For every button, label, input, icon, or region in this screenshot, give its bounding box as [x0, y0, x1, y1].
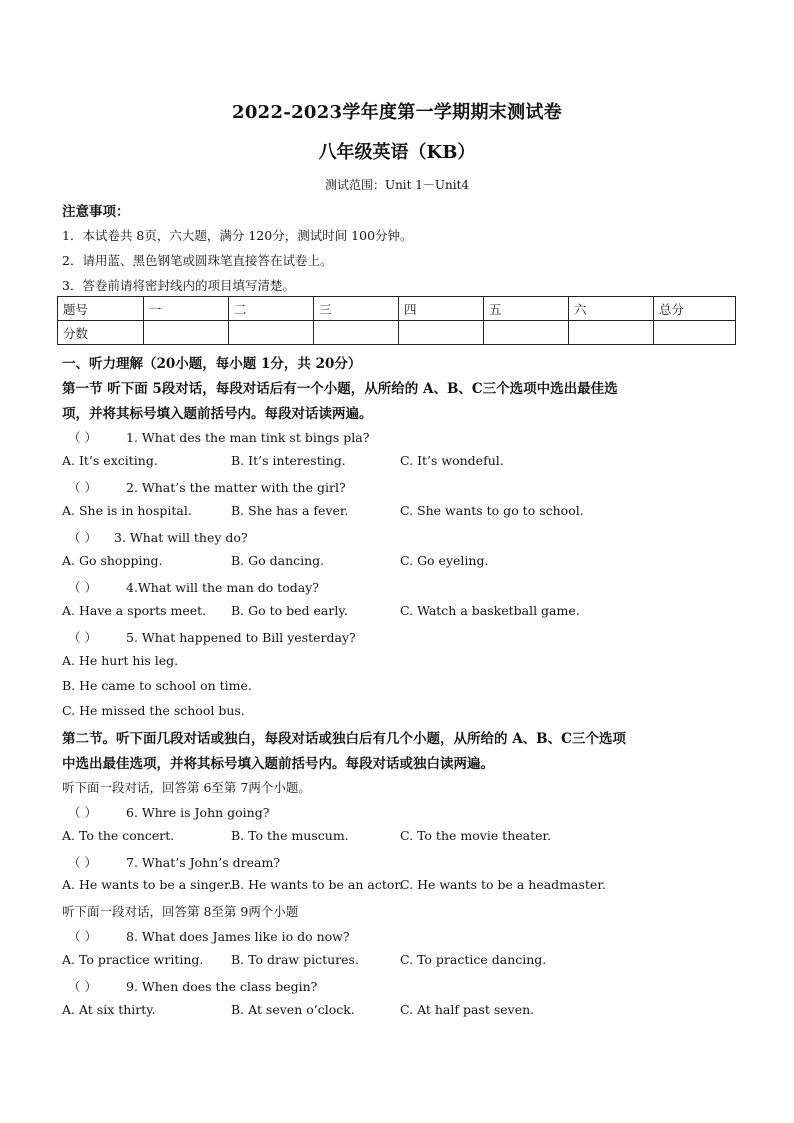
question-5 [68, 628, 356, 646]
exam-title: 2022-2023学年度第一学期期末测试卷 [232, 102, 562, 123]
option-b: B. It’s interesting. [231, 453, 346, 468]
score-input-cell[interactable] [569, 321, 654, 345]
question-9 [68, 977, 317, 995]
part2-instruction-2: 中选出最佳选项，并将其标号填入题前括号内。每段对话或独白读两遍。 [62, 756, 494, 772]
part1-instruction-2: 项，并将其标号填入题前括号内。每段对话读两遍。 [62, 406, 373, 422]
part2-instruction-1: 第二节。听下面几段对话或独白，每段对话或独白后有几个小题，从所给的 A、B、C三个选项 [62, 731, 626, 747]
answer-bracket[interactable]: （ ） [68, 480, 97, 495]
option-c: C. He wants to be a headmaster. [400, 877, 606, 892]
question-text: 2. What’s the matter with the girl? [126, 480, 346, 495]
section-heading: 一、听力理解（20小题，每小题 1分，共 20分） [62, 356, 362, 372]
test-scope: 测试范围：Unit 1－Unit4 [324, 178, 470, 192]
exam-subtitle: 八年级英语（KB） [318, 142, 476, 163]
question-text: 9. When does the class begin? [126, 979, 318, 994]
answer-bracket[interactable]: （ ） [68, 580, 97, 595]
option-c: C. He missed the school bus. [62, 703, 245, 718]
option-c: C. To practice dancing. [400, 952, 547, 967]
option-a: A. Go shopping. [62, 553, 163, 568]
question-text: 6. Whre is John going? [126, 805, 270, 820]
question-3 [68, 528, 248, 546]
option-a: A. Have a sports meet. [62, 603, 207, 618]
answer-bracket[interactable]: （ ） [68, 630, 97, 645]
notes-heading: 注意事项： [62, 204, 130, 220]
option-b: B. To draw pictures. [231, 952, 359, 967]
question-7 [68, 853, 280, 871]
option-c: C. Watch a basketball game. [400, 603, 580, 618]
score-cell: 五 [484, 297, 569, 321]
score-input-cell[interactable] [654, 321, 736, 345]
question-8 [68, 927, 350, 945]
option-b: B. Go dancing. [231, 553, 325, 568]
score-cell: 二 [229, 297, 314, 321]
question-text: 3. What will they do? [114, 530, 248, 545]
score-cell: 总分 [654, 297, 736, 321]
dialogue-intro-8-9: 听下面一段对话，回答第 8至第 9两个小题 [62, 904, 299, 919]
option-b: B. Go to bed early. [231, 603, 348, 618]
answer-bracket[interactable]: （ ） [68, 430, 97, 445]
score-input-cell[interactable] [314, 321, 399, 345]
score-table [57, 296, 736, 345]
option-a: A. At six thirty. [62, 1002, 156, 1017]
answer-bracket[interactable]: （ ） [68, 530, 97, 545]
note-item-2: 2．请用蓝、黑色钢笔或圆珠笔直接答在试卷上。 [62, 253, 333, 268]
score-input-cell[interactable] [399, 321, 484, 345]
note-item-1: 1．本试卷共 8页，六大题，满分 120分，测试时间 100分钟。 [62, 228, 413, 243]
question-4 [68, 578, 319, 596]
option-c: C. Go eyeling. [400, 553, 489, 568]
score-cell: 分数 [58, 321, 144, 345]
option-c: C. She wants to go to school. [400, 503, 584, 518]
option-b: B. She has a fever. [231, 503, 349, 518]
score-input-cell[interactable] [484, 321, 569, 345]
answer-bracket[interactable]: （ ） [68, 979, 97, 994]
option-a: A. It’s exciting. [62, 453, 158, 468]
question-text: 4.What will the man do today? [126, 580, 319, 595]
option-c: C. At half past seven. [400, 1002, 535, 1017]
option-a: A. She is in hospital. [62, 503, 192, 518]
option-b: B. He wants to be an actor. [231, 877, 403, 892]
score-input-cell[interactable] [144, 321, 229, 345]
question-text: 1. What des the man tink st bings pla? [126, 430, 370, 445]
option-a: A. He wants to be a singer. [62, 877, 233, 892]
score-table-header-row [58, 297, 736, 321]
option-b: B. To the muscum. [231, 828, 349, 843]
option-b: B. He came to school on time. [62, 678, 252, 693]
question-1 [68, 428, 369, 446]
score-cell: 题号 [58, 297, 144, 321]
option-a: A. He hurt his leg. [62, 653, 179, 668]
option-a: A. To the concert. [62, 828, 175, 843]
score-cell: 三 [314, 297, 399, 321]
score-cell: 四 [399, 297, 484, 321]
option-b: B. At seven o’clock. [231, 1002, 355, 1017]
score-cell: 六 [569, 297, 654, 321]
score-cell: 一 [144, 297, 229, 321]
note-item-3: 3．答卷前请将密封线内的项目填写清楚。 [62, 278, 295, 293]
option-c: C. It’s wondeful. [400, 453, 504, 468]
question-text: 7. What’s John’s dream? [126, 855, 281, 870]
question-2 [68, 478, 346, 496]
answer-bracket[interactable]: （ ） [68, 855, 97, 870]
question-text: 5. What happened to Bill yesterday? [126, 630, 356, 645]
score-table-score-row [58, 321, 736, 345]
dialogue-intro-6-7: 听下面一段对话，回答第 6至第 7两个小题。 [62, 780, 311, 795]
part1-instruction-1: 第一节 听下面 5段对话，每段对话后有一个小题，从所给的 A、B、C三个选项中选出最佳选 [62, 381, 618, 397]
score-input-cell[interactable] [229, 321, 314, 345]
option-c: C. To the movie theater. [400, 828, 552, 843]
option-a: A. To practice writing. [62, 952, 204, 967]
question-6 [68, 803, 269, 821]
answer-bracket[interactable]: （ ） [68, 929, 97, 944]
answer-bracket[interactable]: （ ） [68, 805, 97, 820]
question-text: 8. What does James like io do now? [126, 929, 350, 944]
